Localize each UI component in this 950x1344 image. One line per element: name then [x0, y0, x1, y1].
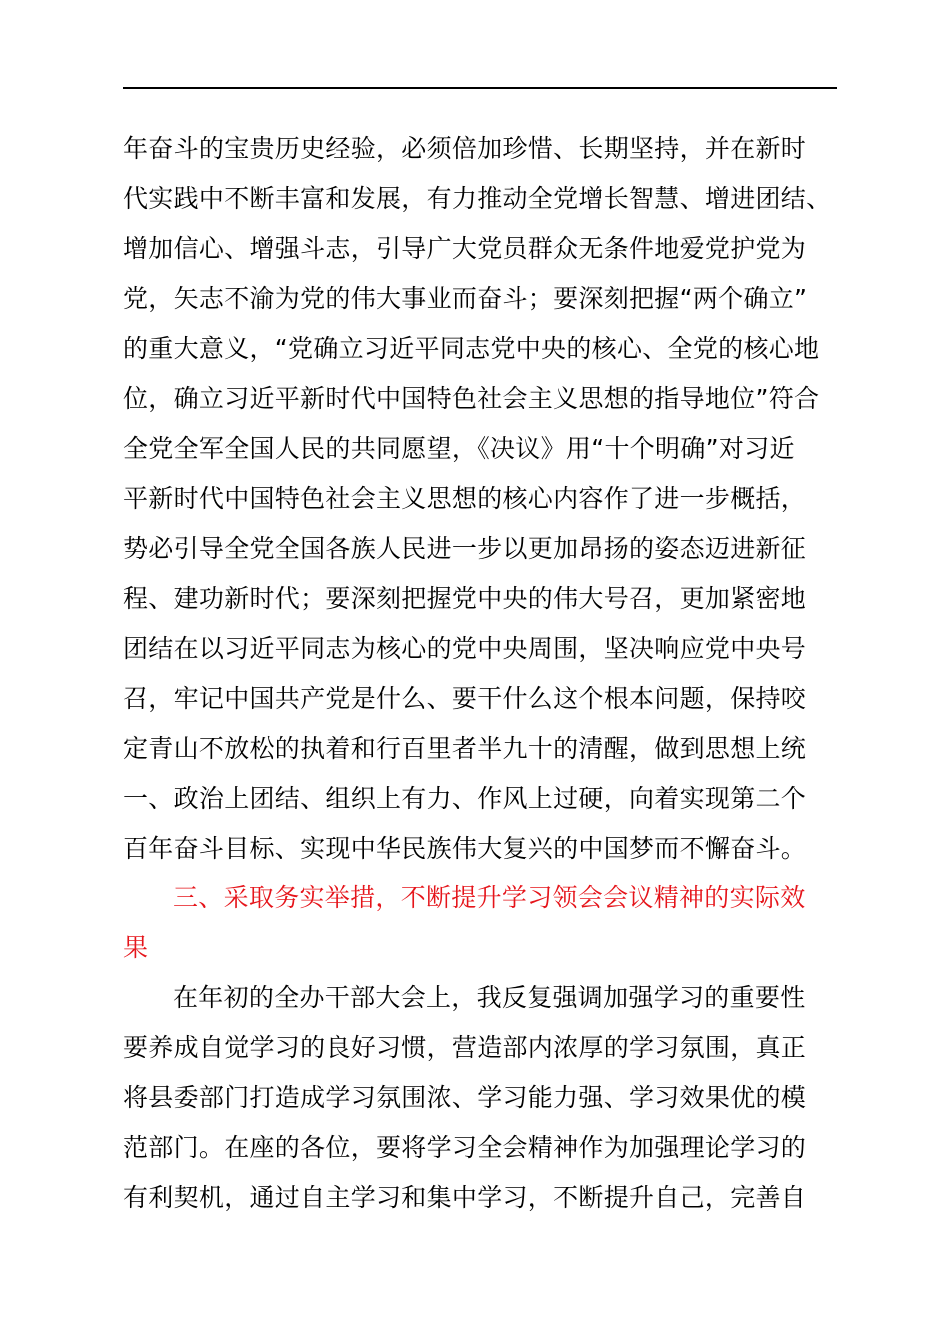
header-rule: [123, 87, 837, 89]
section-heading: 三、采取务实举措，不断提升学习领会会议精神的实际效: [173, 883, 806, 912]
paragraph-line: 要养成自觉学习的良好习惯，营造部内浓厚的学习氛围，真正: [123, 1033, 807, 1062]
paragraph-line: 年奋斗的宝贵历史经验，必须倍加珍惜、长期坚持，并在新时: [123, 134, 807, 163]
paragraph-line: 一、政治上团结、组织上有力、作风上过硬，向着实现第二个: [123, 784, 807, 813]
paragraph-line: 全党全军全国人民的共同愿望，《决议》用“十个明确”对习近: [123, 434, 795, 463]
paragraph-line: 党，矢志不渝为党的伟大事业而奋斗；要深刻把握“两个确立”: [123, 284, 808, 313]
paragraph-line: 定青山不放松的执着和行百里者半九十的清醒，做到思想上统: [123, 734, 807, 763]
paragraph-line: 势必引导全党全国各族人民进一步以更加昂扬的姿态迈进新征: [123, 534, 807, 563]
paragraph-line: 在年初的全办干部大会上，我反复强调加强学习的重要性: [173, 983, 806, 1012]
paragraph-line: 位，确立习近平新时代中国特色社会主义思想的指导地位”符合: [123, 384, 820, 413]
paragraph-line: 增加信心、增强斗志，引导广大党员群众无条件地爱党护党为: [123, 234, 807, 263]
paragraph-line: 团结在以习近平同志为核心的党中央周围，坚决响应党中央号: [123, 634, 807, 663]
paragraph-line: 有利契机，通过自主学习和集中学习，不断提升自己，完善自: [123, 1183, 807, 1212]
paragraph-line: 的重大意义，“党确立习近平同志党中央的核心、全党的核心地: [123, 334, 820, 363]
paragraph-line: 召，牢记中国共产党是什么、要干什么这个根本问题，保持咬: [123, 684, 807, 713]
paragraph-line: 代实践中不断丰富和发展，有力推动全党增长智慧、增进团结、: [123, 184, 832, 213]
paragraph-line: 百年奋斗目标、实现中华民族伟大复兴的中国梦而不懈奋斗。: [123, 834, 807, 863]
section-heading: 果: [123, 933, 149, 962]
paragraph-line: 程、建功新时代；要深刻把握党中央的伟大号召，更加紧密地: [123, 584, 807, 613]
paragraph-line: 范部门。在座的各位，要将学习全会精神作为加强理论学习的: [123, 1133, 807, 1162]
paragraph-line: 平新时代中国特色社会主义思想的核心内容作了进一步概括，: [123, 484, 807, 513]
paragraph-line: 将县委部门打造成学习氛围浓、学习能力强、学习效果优的模: [123, 1083, 807, 1112]
